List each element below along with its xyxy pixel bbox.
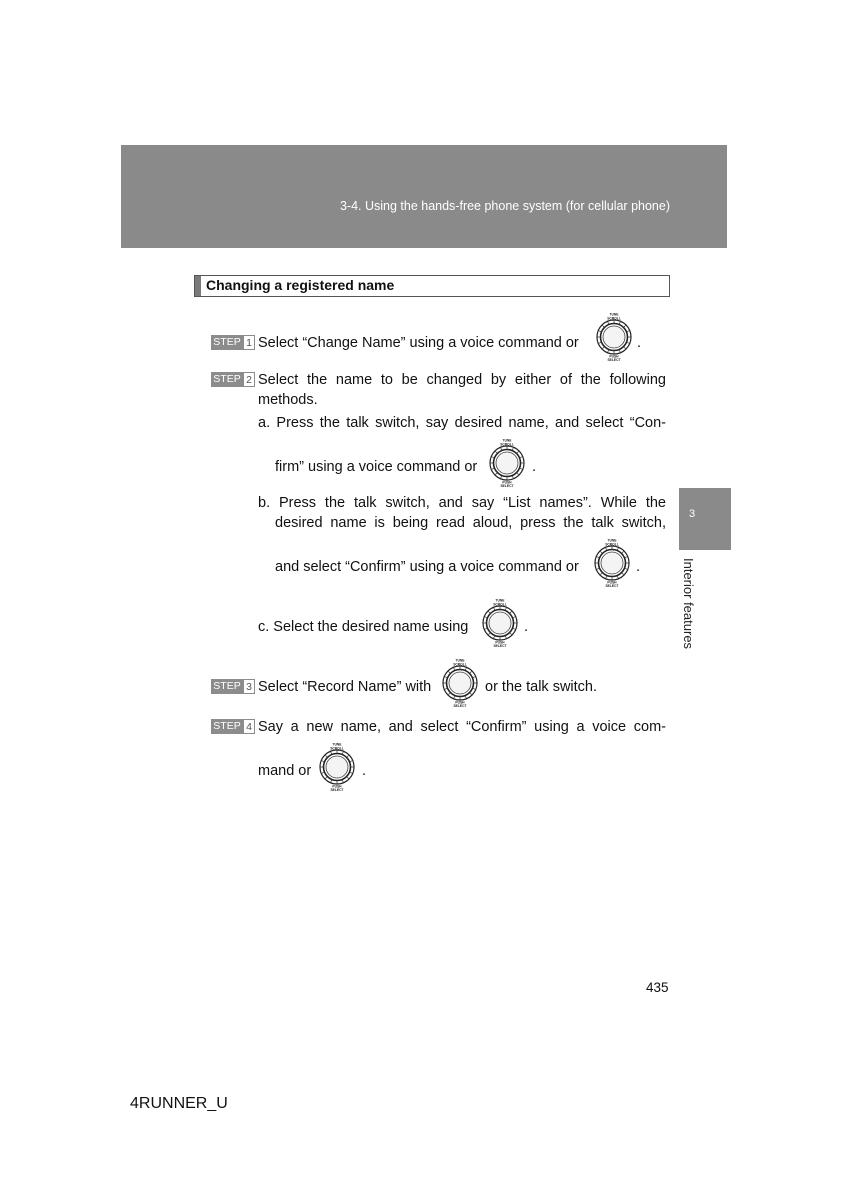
step-1-text: Select “Change Name” using a voice command or [258, 335, 579, 351]
svg-text:PUSH: PUSH [607, 580, 617, 585]
svg-text:PUSH: PUSH [332, 784, 342, 789]
section-title: Changing a registered name [206, 277, 395, 293]
method-a-end: . [532, 459, 537, 475]
tune-select-knob-icon [437, 658, 483, 708]
method-a-line-1: a. Press the talk switch, say desired name, and select “Con- [258, 415, 666, 431]
svg-text:TUNE: TUNE [502, 438, 512, 443]
svg-text:PUSH: PUSH [609, 354, 619, 359]
step-word: STEP [211, 679, 243, 694]
svg-text:SELECT: SELECT [605, 584, 619, 588]
svg-text:SELECT: SELECT [607, 358, 621, 362]
chapter-header-band [121, 145, 727, 248]
step-number: 2 [243, 372, 255, 387]
svg-text:TUNE: TUNE [495, 598, 505, 603]
svg-text:PUSH: PUSH [455, 700, 465, 705]
tune-select-knob-icon [591, 312, 637, 362]
step-2-line-2: methods. [258, 392, 318, 408]
step-number: 1 [243, 335, 255, 350]
svg-text:SELECT: SELECT [493, 644, 507, 648]
svg-text:SELECT: SELECT [500, 484, 514, 488]
chapter-tab [679, 488, 731, 550]
method-b-line-2: desired name is being read aloud, press the talk switch, [275, 515, 666, 531]
svg-text:SCROLL: SCROLL [605, 542, 619, 547]
step-4-end: . [362, 763, 367, 779]
page-number: 435 [646, 980, 669, 995]
step-number: 4 [243, 719, 255, 734]
step-2-line-1: Select the name to be changed by either of the following [258, 372, 666, 388]
step-3-text: Select “Record Name” with [258, 679, 432, 695]
step-4-badge [211, 719, 255, 734]
method-b-line-1: b. Press the talk switch, and say “List names”. While the [258, 495, 666, 511]
step-word: STEP [211, 372, 243, 387]
svg-text:SCROLL: SCROLL [330, 746, 344, 751]
svg-text:PUSH: PUSH [495, 640, 505, 645]
tune-select-knob-icon [589, 538, 635, 588]
tune-select-knob-icon [484, 438, 530, 488]
step-number: 3 [243, 679, 255, 694]
method-a-line-2: firm” using a voice command or [275, 459, 478, 475]
svg-text:PUSH: PUSH [502, 480, 512, 485]
svg-text:SCROLL: SCROLL [607, 316, 621, 321]
svg-text:TUNE: TUNE [609, 312, 619, 317]
model-code: 4RUNNER_U [130, 1095, 228, 1112]
chapter-label: Interior features [681, 558, 696, 650]
method-c-line-1: c. Select the desired name using [258, 619, 469, 635]
method-c-end: . [524, 619, 529, 635]
step-4-line-1: Say a new name, and select “Confirm” using a voice com- [258, 719, 666, 735]
svg-text:TUNE: TUNE [332, 742, 342, 747]
step-3-badge [211, 679, 255, 694]
section-heading-bar [195, 276, 201, 296]
svg-text:TUNE: TUNE [607, 538, 617, 543]
svg-text:SELECT: SELECT [330, 788, 344, 792]
step-1-badge [211, 335, 255, 350]
method-b-end: . [636, 559, 641, 575]
tune-select-knob-icon [314, 742, 360, 792]
chapter-number: 3 [689, 508, 696, 520]
step-2-badge [211, 372, 255, 387]
svg-text:SCROLL: SCROLL [453, 662, 467, 667]
step-word: STEP [211, 719, 243, 734]
method-b-line-3: and select “Confirm” using a voice command or [275, 559, 579, 575]
tune-select-knob-icon [477, 598, 523, 648]
step-3-end: or the talk switch. [485, 679, 598, 695]
svg-text:TUNE: TUNE [455, 658, 465, 663]
step-1-end: . [637, 335, 642, 351]
section-breadcrumb: 3-4. Using the hands-free phone system (for cellular phone) [339, 199, 670, 213]
section-heading-box [194, 275, 670, 297]
svg-text:SCROLL: SCROLL [493, 602, 507, 607]
svg-text:SCROLL: SCROLL [500, 442, 514, 447]
step-4-line-2: mand or [258, 763, 312, 779]
svg-text:SELECT: SELECT [453, 704, 467, 708]
step-word: STEP [211, 335, 243, 350]
